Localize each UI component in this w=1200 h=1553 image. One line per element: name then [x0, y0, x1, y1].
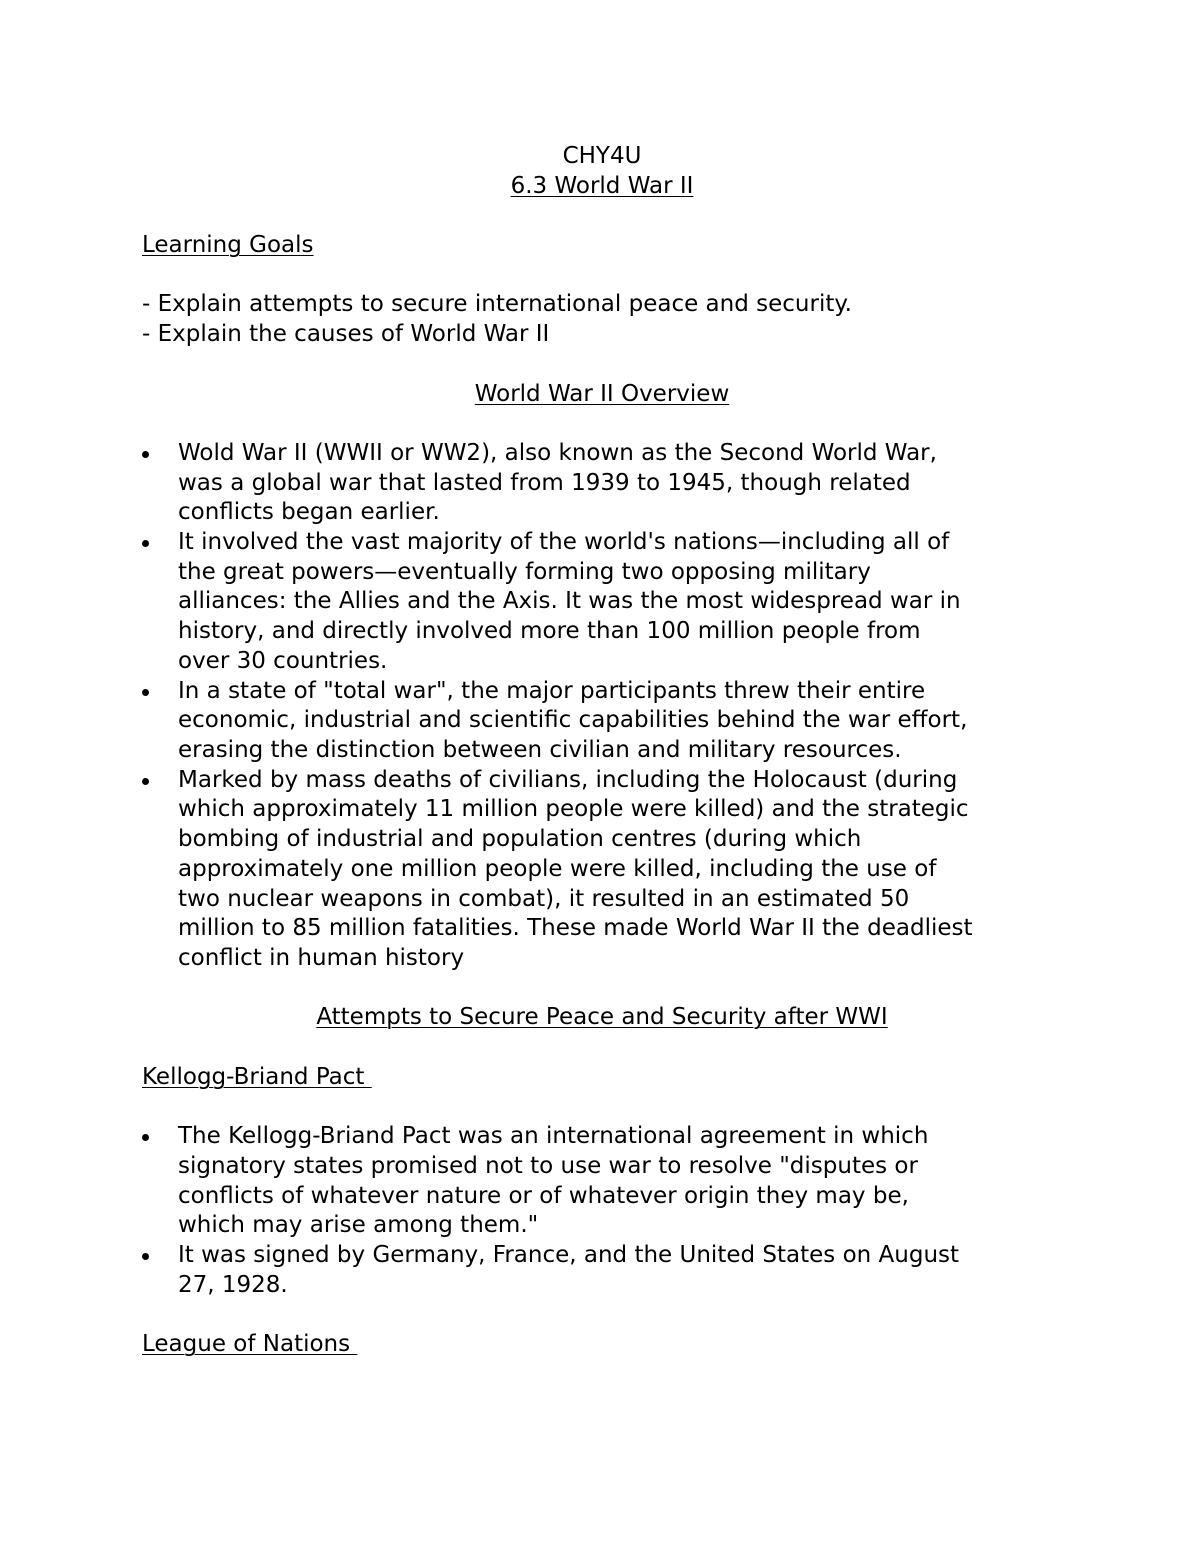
bullet-icon	[142, 1253, 149, 1260]
learning-goal-item: - Explain the causes of World War II	[142, 321, 550, 348]
bullet-line: approximately one million people were killed, including the use of	[178, 855, 937, 882]
bullet-icon	[142, 540, 149, 547]
kellogg-bullet-list	[142, 1122, 1062, 1300]
bullet-line: Marked by mass deaths of civilians, including the Holocaust (during	[178, 766, 958, 793]
bullet-line: million to 85 million fatalities. These made World War II the deadliest	[178, 915, 973, 942]
overview-bullet-list	[142, 439, 1062, 974]
unit-title	[142, 172, 1062, 202]
bullet-line: the great powers—eventually forming two opposing military	[178, 558, 871, 585]
bullet-line: conflicts began earlier.	[178, 499, 440, 526]
bullet-line: bombing of industrial and population centres (during which	[178, 826, 862, 853]
learning-goal-item: - Explain attempts to secure international peace and security.	[142, 291, 852, 318]
overview-bullet	[142, 677, 1062, 766]
document-page	[142, 142, 1062, 1360]
kellogg-bullet	[142, 1241, 1062, 1300]
unit-title-text: 6.3 World War II	[510, 172, 694, 199]
bullet-line: In a state of "total war", the major participants threw their entire	[178, 677, 926, 704]
league-heading-text: League of Nations	[142, 1331, 358, 1357]
bullet-icon	[142, 1134, 149, 1141]
peace-section-heading-text: Attempts to Secure Peace and Security after WWI	[316, 1004, 888, 1031]
bullet-line: The Kellogg-Briand Pact was an international agreement in which	[178, 1123, 929, 1150]
overview-bullet	[142, 439, 1062, 528]
overview-bullet	[142, 528, 1062, 677]
learning-goals-heading-text: Learning Goals	[142, 232, 314, 259]
bullet-line: history, and directly involved more than 100 million people from	[178, 618, 921, 645]
bullet-line: economic, industrial and scientific capabilities behind the war effort,	[178, 707, 968, 734]
bullet-line: two nuclear weapons in combat), it resulted in an estimated 50	[178, 885, 910, 912]
kellogg-heading	[142, 1063, 1062, 1093]
bullet-line: which may arise among them."	[178, 1212, 539, 1239]
bullet-icon	[142, 689, 149, 696]
bullet-line: was a global war that lasted from 1939 to 1945, though related	[178, 469, 911, 496]
bullet-line: alliances: the Allies and the Axis. It was the most widespread war in	[178, 588, 961, 615]
bullet-icon	[142, 451, 149, 458]
kellogg-heading-text: Kellogg-Briand Pact	[142, 1063, 372, 1090]
bullet-line: It involved the vast majority of the world's nations—including all of	[178, 529, 950, 556]
learning-goals-heading	[142, 231, 1062, 261]
overview-heading-text: World War II Overview	[474, 380, 730, 407]
peace-section-heading	[142, 1003, 1062, 1033]
bullet-line: It was signed by Germany, France, and the United States on August	[178, 1241, 960, 1268]
bullet-line: erasing the distinction between civilian and military resources.	[178, 737, 902, 763]
bullet-line: signatory states promised not to use war to resolve "disputes or	[178, 1152, 918, 1179]
bullet-line: 27, 1928.	[178, 1271, 288, 1298]
course-code: CHY4U	[562, 143, 642, 169]
kellogg-bullet	[142, 1122, 1062, 1241]
bullet-line: which approximately 11 million people were killed) and the strategic	[178, 796, 969, 823]
league-heading	[142, 1330, 1062, 1360]
overview-heading	[142, 380, 1062, 410]
bullet-line: over 30 countries.	[178, 647, 388, 674]
bullet-icon	[142, 778, 149, 785]
bullet-line: conflict in human history	[178, 944, 465, 971]
bullet-line: conflicts of whatever nature or of whatever origin they may be,	[178, 1182, 909, 1209]
bullet-line: Wold War II (WWII or WW2), also known as the Second World War,	[178, 439, 937, 466]
overview-bullet	[142, 766, 1062, 974]
